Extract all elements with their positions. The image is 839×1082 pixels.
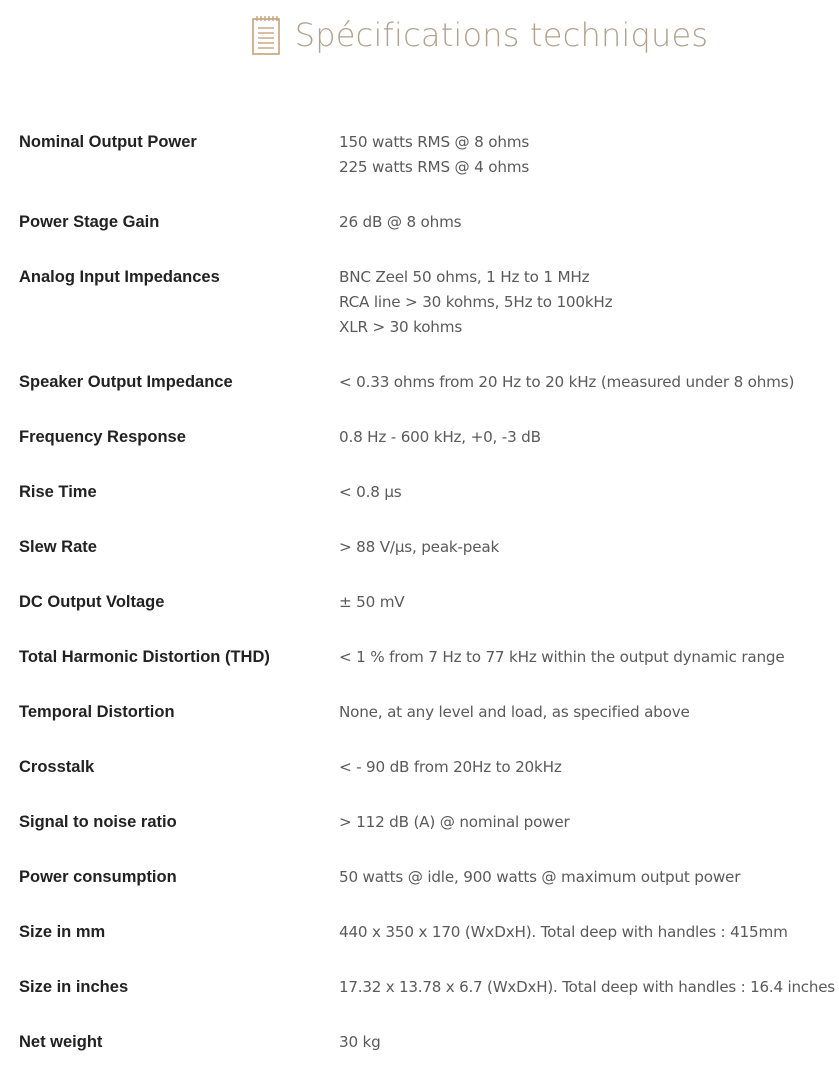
spec-label: Rise Time bbox=[19, 483, 97, 501]
spec-value: < 0.8 µs bbox=[339, 483, 402, 501]
spec-values bbox=[339, 210, 461, 235]
spec-values bbox=[339, 425, 541, 450]
spec-values bbox=[339, 975, 839, 1000]
page-title: Spécifications techniques bbox=[294, 16, 709, 54]
spec-label: Size in mm bbox=[19, 923, 106, 941]
spec-values bbox=[339, 1030, 381, 1055]
spec-label: Net weight bbox=[19, 1033, 103, 1051]
spec-value: 30 kg bbox=[339, 1033, 381, 1051]
spec-values bbox=[339, 535, 499, 560]
spec-label: Power consumption bbox=[19, 868, 177, 886]
spec-label: Total Harmonic Distortion (THD) bbox=[19, 648, 270, 666]
page-header-content bbox=[251, 14, 709, 56]
spec-label: DC Output Voltage bbox=[19, 593, 165, 611]
spec-value: < 1 % from 7 Hz to 77 kHz within the output dynamic range bbox=[339, 648, 785, 666]
spec-value: XLR > 30 kohms bbox=[339, 318, 463, 336]
notepad-icon bbox=[251, 14, 281, 56]
spec-value: > 88 V/µs, peak-peak bbox=[339, 538, 500, 556]
spec-label: Size in inches bbox=[19, 978, 129, 996]
spec-values bbox=[339, 590, 405, 615]
spec-value: < 0.33 ohms from 20 Hz to 20 kHz (measured under 8 ohms) bbox=[339, 373, 795, 391]
spec-label: Analog Input Impedances bbox=[19, 268, 220, 286]
spec-value: 26 dB @ 8 ohms bbox=[339, 213, 462, 231]
spec-value: None, at any level and load, as specified above bbox=[339, 703, 690, 721]
page-header bbox=[0, 12, 839, 58]
spec-values bbox=[339, 130, 529, 180]
spec-label: Crosstalk bbox=[19, 758, 95, 776]
spec-label: Nominal Output Power bbox=[19, 133, 197, 151]
spec-label: Power Stage Gain bbox=[19, 213, 160, 231]
spec-values bbox=[339, 865, 740, 890]
spec-value: 150 watts RMS @ 8 ohms bbox=[339, 133, 530, 151]
spec-value: 17.32 x 13.78 x 6.7 (WxDxH). Total deep with handles : 16.4 inches bbox=[339, 978, 835, 996]
spec-values bbox=[339, 370, 794, 395]
spec-label: Slew Rate bbox=[19, 538, 97, 556]
spec-value: 0.8 Hz - 600 kHz, +0, -3 dB bbox=[339, 428, 541, 446]
spec-label: Frequency Response bbox=[19, 428, 186, 446]
spec-values bbox=[339, 645, 785, 670]
spec-value: 440 x 350 x 170 (WxDxH). Total deep with handles : 415mm bbox=[339, 923, 788, 941]
spec-values bbox=[339, 920, 788, 945]
spec-values bbox=[339, 700, 690, 725]
spec-label: Signal to noise ratio bbox=[19, 813, 177, 831]
spec-value: < - 90 dB from 20Hz to 20kHz bbox=[339, 758, 562, 776]
spec-values bbox=[339, 480, 402, 505]
spec-value: 225 watts RMS @ 4 ohms bbox=[339, 158, 530, 176]
spec-values bbox=[339, 810, 570, 835]
spec-value: > 112 dB (A) @ nominal power bbox=[339, 813, 570, 831]
spec-value: BNC Zeel 50 ohms, 1 Hz to 1 MHz bbox=[339, 268, 590, 286]
spec-value: ± 50 mV bbox=[339, 593, 405, 611]
spec-label: Temporal Distortion bbox=[19, 703, 175, 721]
spec-values bbox=[339, 755, 562, 780]
spec-value: RCA line > 30 kohms, 5Hz to 100kHz bbox=[339, 293, 613, 311]
spec-value: 50 watts @ idle, 900 watts @ maximum output power bbox=[339, 868, 741, 886]
spec-values bbox=[339, 265, 612, 340]
spec-label: Speaker Output Impedance bbox=[19, 373, 233, 391]
